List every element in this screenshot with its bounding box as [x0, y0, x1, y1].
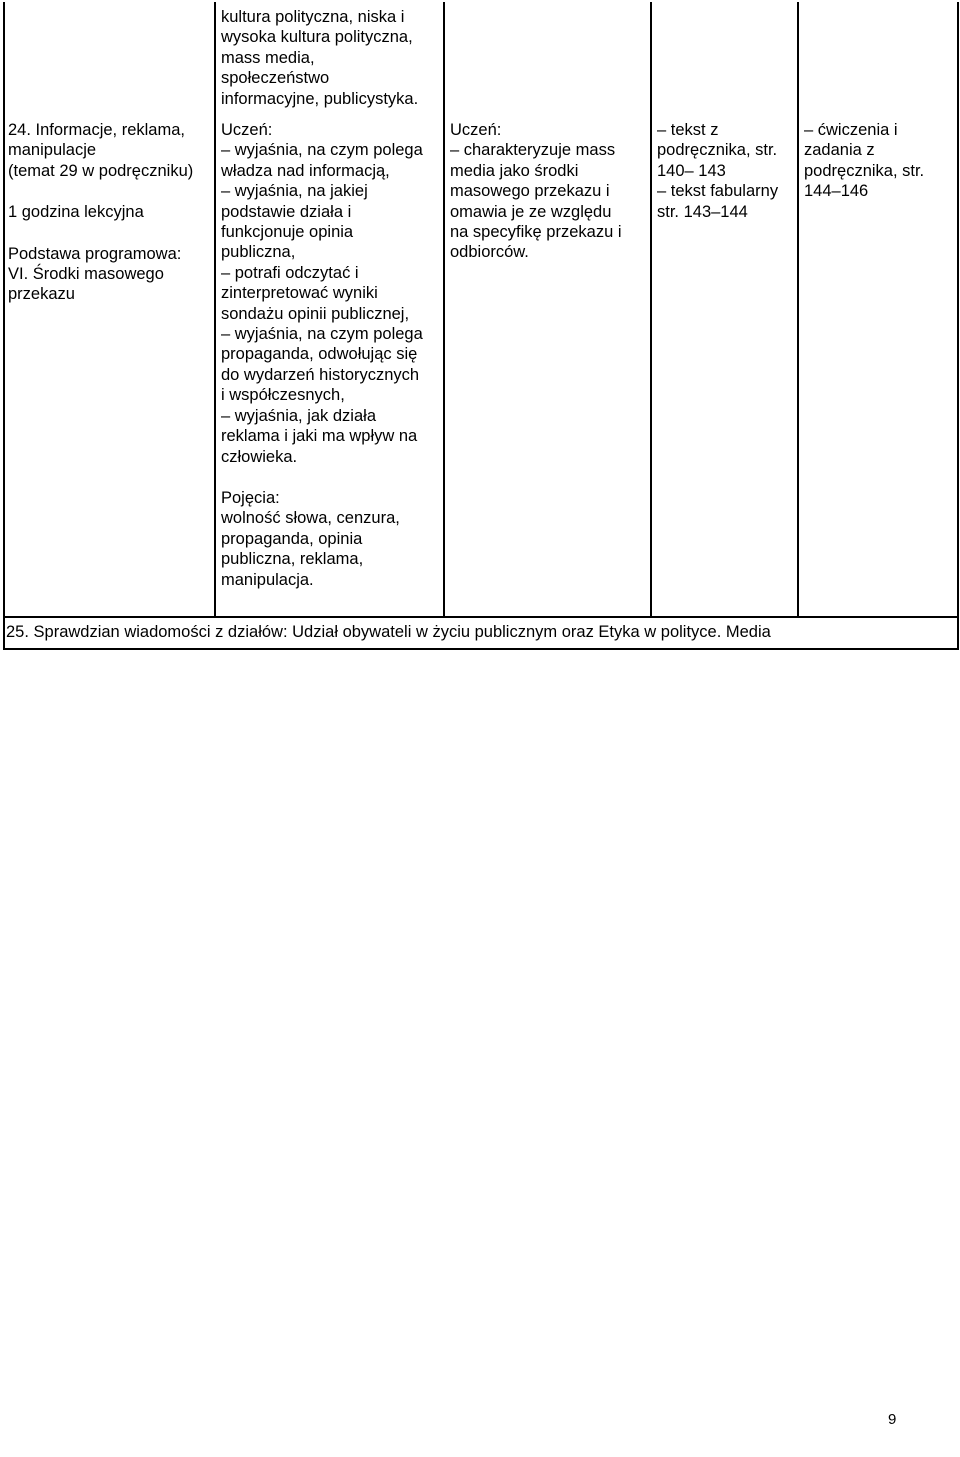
concept-line: propaganda, opinia [221, 529, 363, 548]
previous-concepts-cell [221, 7, 418, 109]
column-divider-1 [214, 2, 216, 617]
outcome-line: – wyjaśnia, na czym polega [221, 141, 423, 160]
outcome-line: – potrafi odczytać i [221, 263, 359, 282]
lesson-title-line: (temat 29 w podręczniku) [8, 161, 194, 180]
page-number: 9 [888, 1411, 897, 1428]
outcome-line: zinterpretować wyniki [221, 284, 378, 303]
outcome-line: człowieka. [221, 447, 298, 466]
objective-line: na specyfikę przekazu i [450, 223, 622, 242]
table-border-left [3, 2, 5, 650]
column-divider-2 [443, 2, 445, 617]
objective-line: masowego przekazu i [450, 182, 610, 201]
material-line: 140– 143 [657, 161, 726, 180]
exercise-line: 144–146 [804, 182, 869, 201]
objectives-cell [450, 120, 622, 263]
outcome-line: reklama i jaki ma wpływ na [221, 427, 418, 446]
concept-line: wolność słowa, cenzura, [221, 509, 400, 528]
outcome-line: władza nad informacją, [221, 161, 390, 180]
concept-line: manipulacja. [221, 570, 314, 589]
outcome-line: – wyjaśnia, na czym polega [221, 325, 423, 344]
curriculum-basis-line: przekazu [8, 285, 75, 304]
student-heading: Uczeń: [221, 121, 273, 139]
outcome-line: propaganda, odwołując się [221, 345, 418, 364]
concept-line: mass media, [221, 48, 315, 67]
material-line: podręcznika, str. [657, 141, 778, 160]
materials-cell [657, 120, 778, 222]
objective-line: media jako środki [450, 161, 579, 180]
outcome-line: – wyjaśnia, jak działa [221, 406, 376, 425]
concept-line: wysoka kultura polityczna, [221, 28, 413, 47]
student-heading: Uczeń: [450, 121, 502, 139]
curriculum-basis-line: VI. Środki masowego [8, 265, 164, 284]
column-divider-4 [797, 2, 799, 617]
curriculum-basis-line: Podstawa programowa: [8, 244, 182, 263]
objective-line: omawia je ze względu [450, 202, 612, 221]
row-divider [3, 616, 959, 618]
lesson-25-title: 25. Sprawdzian wiadomości z działów: Udział obywateli w życiu publicznym oraz Etyka w polityce. Media [6, 623, 771, 641]
exercises-cell [804, 120, 924, 202]
concept-line: kultura polityczna, niska i [221, 8, 405, 26]
concepts-heading: Pojęcia: [221, 488, 280, 507]
exercise-line: – ćwiczenia i [804, 121, 898, 139]
objective-line: – charakteryzuje mass [450, 141, 616, 160]
material-line: – tekst fabularny [657, 182, 779, 201]
concept-line: informacyjne, publicystyka. [221, 89, 419, 108]
lesson-topic-cell [8, 120, 193, 305]
outcome-line: sondażu opinii publicznej, [221, 304, 410, 323]
objective-line: odbiorców. [450, 243, 529, 262]
learning-outcomes-cell [221, 120, 423, 590]
material-line: str. 143–144 [657, 202, 748, 221]
exercise-line: zadania z [804, 141, 875, 160]
material-line: – tekst z [657, 121, 719, 139]
table-border-right [957, 2, 959, 650]
concept-line: publiczna, reklama, [221, 550, 364, 569]
outcome-line: i współczesnych, [221, 386, 345, 405]
outcome-line: funkcjonuje opinia [221, 223, 354, 242]
outcome-line: – wyjaśnia, na jakiej [221, 182, 368, 201]
lesson-title-line: manipulacje [8, 141, 97, 160]
column-divider-3 [650, 2, 652, 617]
outcome-line: publiczna, [221, 243, 296, 262]
lesson-title-line: 24. Informacje, reklama, [8, 121, 185, 139]
outcome-line: podstawie działa i [221, 202, 352, 221]
outcome-line: do wydarzeń historycznych [221, 365, 420, 384]
lesson-hours: 1 godzina lekcyjna [8, 203, 144, 222]
table-border-bottom [3, 648, 959, 650]
concept-line: społeczeństwo [221, 69, 330, 88]
exercise-line: podręcznika, str. [804, 161, 925, 180]
